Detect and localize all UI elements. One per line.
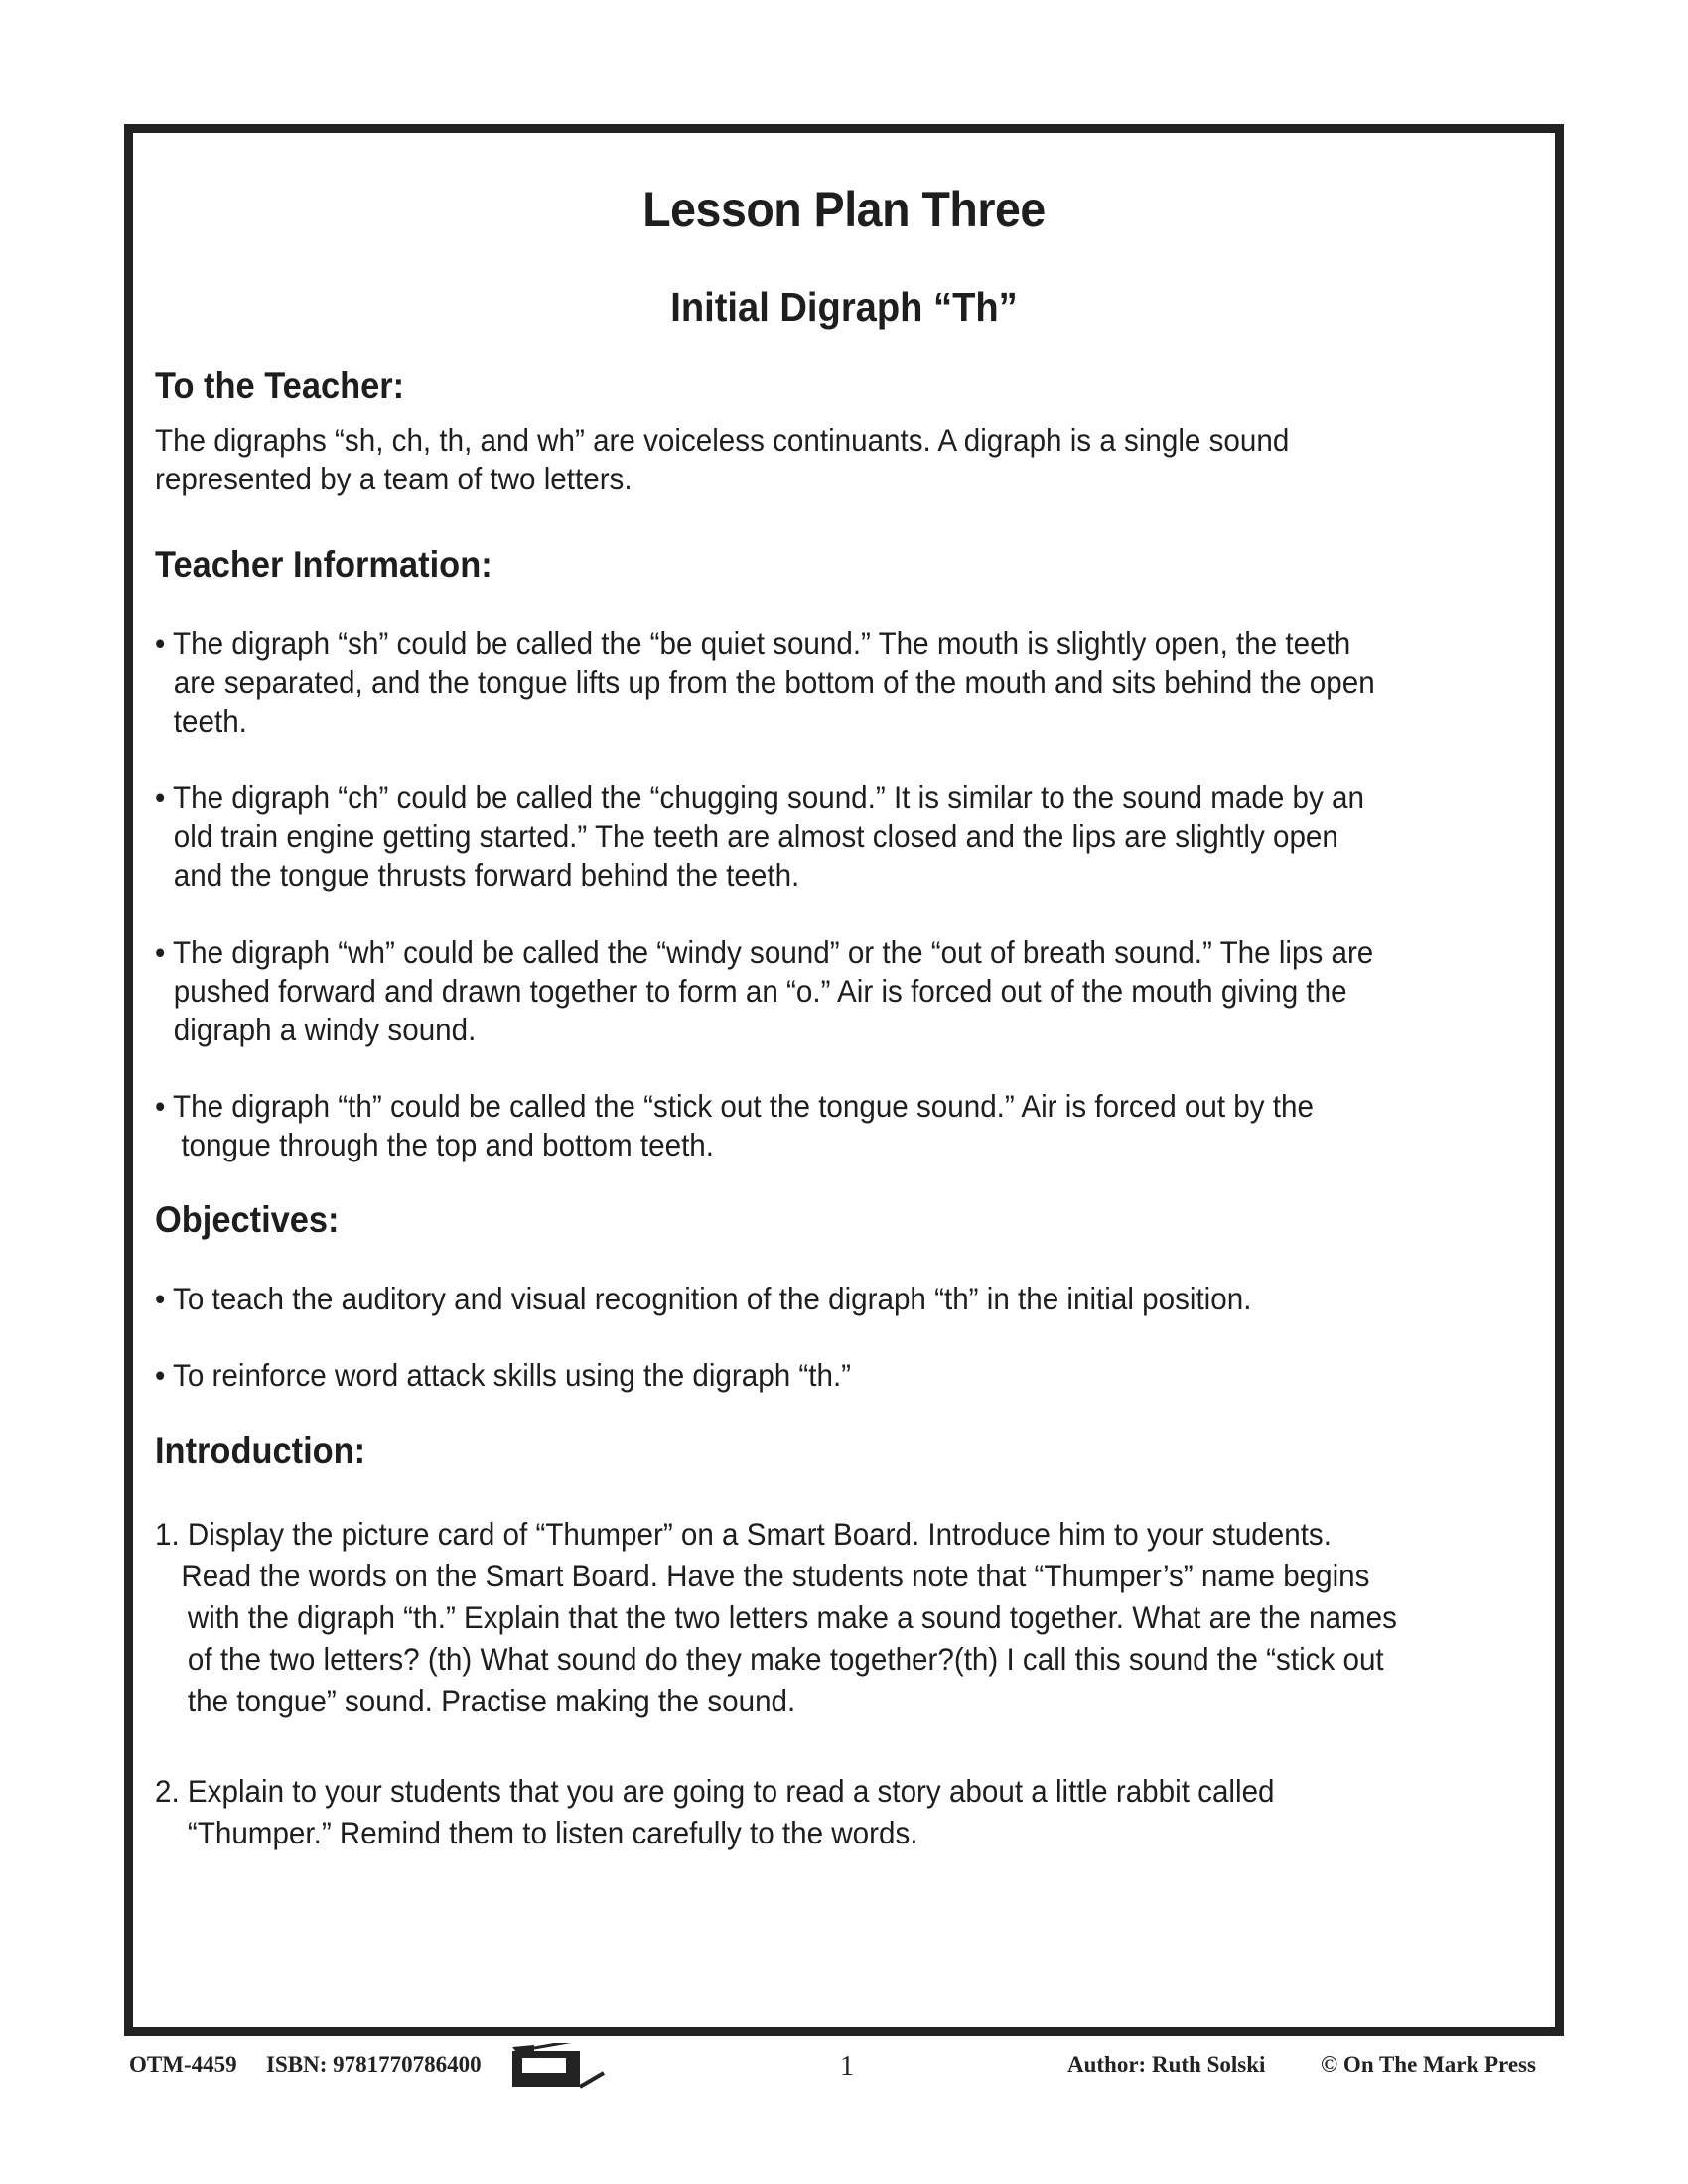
objective-2 — [155, 1356, 1480, 1395]
to-teacher-paragraph — [155, 421, 1480, 498]
text-line: “Thumper.” Remind them to listen carefully to the words. — [187, 1815, 918, 1850]
text-line: • To teach the auditory and visual recognition of the digraph “th” in the initial position. — [155, 1281, 1252, 1316]
text-line: The digraphs “sh, ch, th, and wh” are voiceless continuants. A digraph is a single sound — [155, 422, 1290, 458]
heading-objectives: Objectives: — [155, 1199, 340, 1240]
heading-teacher-information: Teacher Information: — [155, 544, 492, 585]
page-frame — [124, 124, 1564, 2036]
page-title: Lesson Plan Three — [642, 182, 1046, 237]
teacher-info-bullet-1 — [155, 624, 1480, 741]
footer-code: OTM-4459 — [129, 2052, 237, 2077]
page-number: 1 — [840, 2051, 854, 2082]
text-line: 1. Display the picture card of “Thumper” on a Smart Board. Introduce him to your students. — [155, 1516, 1332, 1552]
text-line: teeth. — [173, 703, 247, 739]
teacher-info-bullet-4 — [155, 1087, 1480, 1164]
copier-icon — [508, 2043, 608, 2093]
text-line: are separated, and the tongue lifts up from the bottom of the mouth and sits behind the open — [173, 664, 1375, 700]
introduction-step-2 — [155, 1770, 1480, 1853]
text-line: represented by a team of two letters. — [155, 461, 633, 496]
heading-introduction: Introduction: — [155, 1431, 366, 1471]
text-line: 2. Explain to your students that you are going to read a story about a little rabbit called — [155, 1773, 1275, 1809]
text-line: • To reinforce word attack skills using the digraph “th.” — [155, 1357, 852, 1393]
text-line: Read the words on the Smart Board. Have the students note that “Thumper’s” name begins — [181, 1558, 1370, 1593]
introduction-step-1 — [155, 1513, 1480, 1721]
text-line: • The digraph “ch” could be called the “chugging sound.” It is similar to the sound made by an — [155, 779, 1364, 815]
footer-author: Author: Ruth Solski — [1067, 2052, 1266, 2077]
footer-isbn: ISBN: 9781770786400 — [266, 2052, 482, 2077]
objective-1 — [155, 1280, 1480, 1318]
teacher-info-bullet-3 — [155, 933, 1480, 1049]
text-line: of the two letters? (th) What sound do they make together?(th) I call this sound the “stick out — [187, 1641, 1384, 1677]
text-line: and the tongue thrusts forward behind the teeth. — [173, 857, 800, 892]
footer-publisher: © On The Mark Press — [1321, 2052, 1536, 2077]
text-line: • The digraph “wh” could be called the “windy sound” or the “out of breath sound.” The lips are — [155, 934, 1374, 970]
text-line: pushed forward and drawn together to form an “o.” Air is forced out of the mouth giving the — [173, 973, 1347, 1009]
text-line: old train engine getting started.” The teeth are almost closed and the lips are slightly open — [173, 818, 1338, 854]
text-line: the tongue” sound. Practise making the sound. — [187, 1683, 796, 1718]
heading-to-the-teacher: To the Teacher: — [155, 365, 405, 406]
teacher-info-bullet-2 — [155, 778, 1480, 894]
text-line: digraph a windy sound. — [173, 1012, 477, 1047]
text-line: • The digraph “th” could be called the “stick out the tongue sound.” Air is forced out by the — [155, 1088, 1314, 1124]
text-line: with the digraph “th.” Explain that the two letters make a sound together. What are the names — [187, 1599, 1397, 1635]
text-line: tongue through the top and bottom teeth. — [181, 1127, 715, 1162]
text-line: • The digraph “sh” could be called the “be quiet sound.” The mouth is slightly open, the teeth — [155, 625, 1351, 661]
page-subtitle: Initial Digraph “Th” — [670, 284, 1018, 330]
